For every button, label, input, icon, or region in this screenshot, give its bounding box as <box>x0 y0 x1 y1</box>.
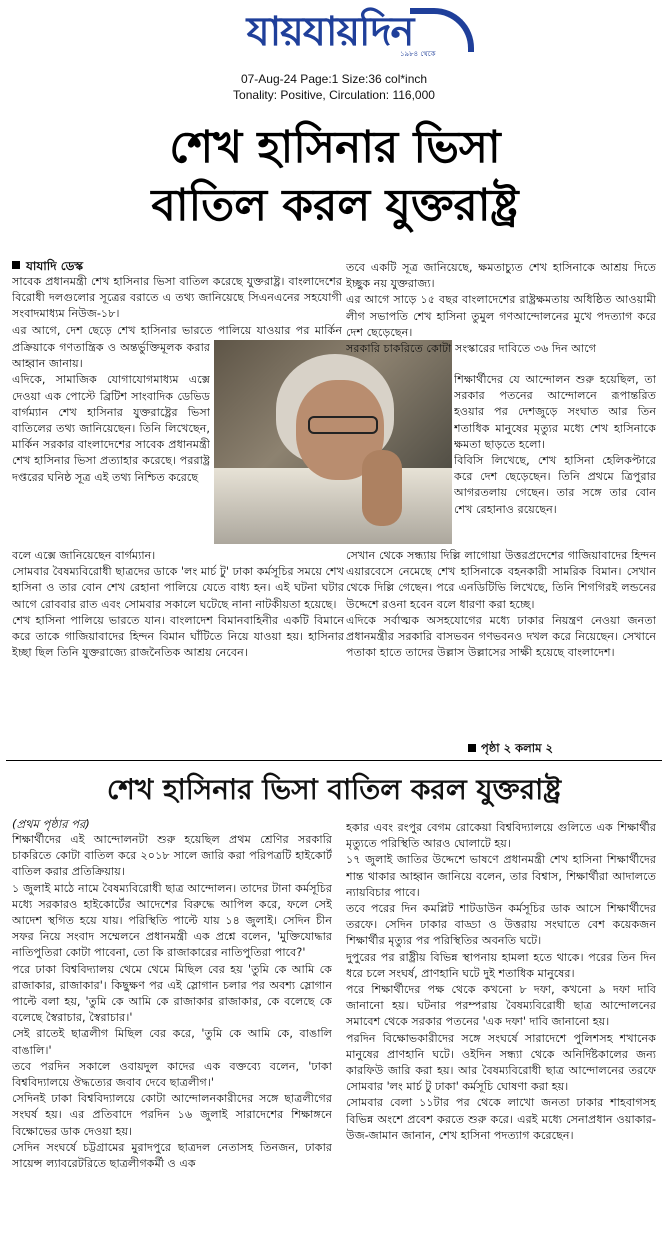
paragraph: তবে পরদিন সকালে ওবায়দুল কাদের এক বক্তব্যে বলেন, 'ঢাকা বিশ্ববিদ্যালয়ে ঔদ্ধত্যের জবাব দেবে ছাত্রলীগ।' <box>12 1059 332 1090</box>
main-headline-line2: বাতিল করল যুক্তরাষ্ট্র <box>151 180 519 231</box>
masthead <box>0 0 668 110</box>
paragraph: পরদিন বিক্ষোভকারীদের সঙ্গে সংঘর্ষে সারাদেশে পুলিশসহ শখানেক মানুষের প্রাণহানি ঘটে। ওইদিন সন্ধ্যা থেকে অনির্দিষ্টকালের জন্য কারফিউ জারি করা হয়। আর বৈষম্যবিরোধী ছাত্র আন্দোলনের তরফে সোমবার 'লং মার্চ টু ঢাকা' কর্মসূচি ঘোষণা করা হয়। <box>346 1031 656 1094</box>
story-right-top <box>346 260 656 372</box>
paragraph: এর আগে সাড়ে ১৫ বছর বাংলাদেশের রাষ্ট্রক্ষমতায় অধিষ্ঠিত আওয়ামী লীগ সভাপতি শেখ হাসিনা তুমুল গণআন্দোলনের মুখে পদত্যাগ করে দেশ ছেড়েছেন। <box>346 293 656 339</box>
story-left-beside-photo <box>12 340 210 548</box>
paragraph: হকার এবং রংপুর বেগম রোকেয়া বিশ্ববিদ্যালয়ে গুলিতে এক শিক্ষার্থীর মৃত্যুতে পরিস্থিতি আরও ঘোলাটে হয়। <box>346 821 656 851</box>
paragraph: ১ জুলাই মাঠে নামে বৈষম্যবিরোধী ছাত্র আন্দোলন। তাদের টানা কর্মসূচির মধ্যে সরকারও হাইকোর্টের আদেশের বিরুদ্ধে আপিল করে, ফলে সেই আদেশ স্থগিত হয়ে যায়। পরিস্থিতি পাল্টে যায় ১৪ জুলাই। সেদিন চীন সফর নিয়ে সংবাদ সম্মেলনে প্রধানমন্ত্রী এক প্রশ্নে বলেন, 'মুক্তিযোদ্ধার নাতিপুতিরা কোটা পাবেনা, তো কি রাজাকারের নাতিপুতিরা পাবে?' <box>12 881 332 960</box>
paragraph: বিবিসি লিখেছে, শেখ হাসিনা হেলিকপ্টারে করে দেশ ছেড়েছেন। তিনি প্রথমে ত্রিপুরার আগরতলায় গেছেন। তার সঙ্গে তার বোন শেখ রেহানাও রয়েছেন। <box>454 454 656 516</box>
continued-jump <box>468 740 553 759</box>
jump-square-icon <box>468 744 476 752</box>
paragraph: ১৭ জুলাই জাতির উদ্দেশে ভাষণে প্রধানমন্ত্রী শেখ হাসিনা শিক্ষার্থীদের শান্ত থাকার আহ্বান জানিয়ে বলেন, তার বিশ্বাস, শিক্ষার্থীরা আদালতে ন্যায়বিচার পাবে। <box>346 853 656 899</box>
paragraph: পরে ঢাকা বিশ্ববিদ্যালয় থেমে থেমে মিছিল বের হয় 'তুমি কে আমি কে রাজাকার, রাজাকার'। কিছুক্ষণ পর এই স্লোগান চলার পর অবশ্য স্লোগান পাল্টে বলা হয়, 'তুমি কে আমি কে রাজাকার রাজাকার, কে বলেছে কে বলেছে স্বৈরাচার, স্বৈরাচার।' <box>12 962 332 1025</box>
paragraph: সাবেক প্রধানমন্ত্রী শেখ হাসিনার ভিসা বাতিল করেছে যুক্তরাষ্ট্র। বাংলাদেশের বিরোধী দলগুলোর সূত্রের বরাতে এ তথ্য জানিয়েছে সিএনএনের সহযোগী সংবাদমাধ্যম নিউজ-১৮। <box>12 275 342 321</box>
paragraph: সেদিনই ঢাকা বিশ্ববিদ্যালয়ে কোটা আন্দোলনকারীদের সঙ্গে ছাত্রলীগের সংঘর্ষ হয়। এর প্রতিবাদে পরদিন ১৬ জুলাই সারাদেশের শিক্ষাঙ্গনে বিক্ষোভের ডাক দেওয়া হয়। <box>12 1092 332 1138</box>
paragraph: তবে পরের দিন কমপ্লিট শাটডাউন কর্মসূচির ডাক আসে শিক্ষার্থীদের তরফে। সেদিন ঢাকার বাড্ডা ও উত্তরায় সংঘাতে বেশ কয়েকজন শিক্ষার্থীর মৃত্যুর পর পরিস্থিতির অবনতি ঘটে। <box>346 902 656 948</box>
newspaper-logo: যায়যায়দিন <box>246 9 414 55</box>
paragraph: তবে একটি সূত্র জানিয়েছে, ক্ষমতাচ্যুত শেখ হাসিনাকে আশ্রয় দিতে ইচ্ছুক নয় যুক্তরাজ্য। <box>346 261 656 291</box>
main-headline-line1: শেখ হাসিনার ভিসা <box>169 122 501 173</box>
clipping-meta-page: 07-Aug-24 Page:1 Size:36 col*inch <box>240 72 428 86</box>
paragraph: সেই রাতেই ছাত্রলীগ মিছিল বের করে, 'তুমি কে আমি কে, বাঙালি বাঙালি।' <box>12 1027 332 1057</box>
photo-hand <box>362 450 402 526</box>
logo-since-text: ১৯৮৪ থেকে <box>400 50 436 58</box>
paragraph: এদিকে, সামাজিক যোগাযোগমাধ্যম এক্সে দেওয়া এক পোস্টে ব্রিটিশ সাংবাদিক ডেভিড বার্গম্যান শেখ হাসিনার যুক্তরাষ্ট্রের ভিসা বাতিলের তথ্য জানিয়েছেন। তিনি লিখেছেন, মার্কিন সরকার বাংলাদেশের সাবেক প্রধানমন্ত্রী শেখ হাসিনার ভিসা প্রত্যাহার করেছে। পররাষ্ট্র দপ্তরের ঘনিষ্ঠ সূত্র এই তথ্য নিশ্চিত করেছে <box>12 373 210 484</box>
paragraph: বলে এক্সে জানিয়েছেন বার্গম্যান। <box>12 549 156 562</box>
clipping-meta-tonality: Tonality: Positive, Circulation: 116,000 <box>233 88 435 102</box>
paragraph: শিক্ষার্থীদের এই আন্দোলনটা শুরু হয়েছিল প্রথম শ্রেণির সরকারি চাকরিতে কোটা বাতিল করে ২০১৮ সালে জারি করা পরিপত্রটি হাইকোর্ট বাতিল করার প্রতিক্রিয়ায়। <box>12 833 332 879</box>
story-left-bottom <box>12 548 344 758</box>
paragraph: এর আগে, দেশ ছেড়ে শেখ হাসিনার ভারতে পালিয়ে যাওয়ার পর মার্কিন <box>12 323 342 337</box>
continued-text: পৃষ্ঠা ২ কলাম ২ <box>481 741 553 755</box>
story-right-beside-photo <box>454 372 656 548</box>
story-right-bottom <box>346 548 656 738</box>
from-page-note: (প্রথম পৃষ্ঠার পর) <box>12 817 90 831</box>
continuation-left-column <box>12 832 332 1232</box>
paragraph: শিক্ষার্থীদের যে আন্দোলন শুরু হয়েছিল, তা সরকার পতনের আন্দোলনে রূপান্তরিত হওয়ার পর দেশজুড়ে সংঘাত আর তিন শতাধিক মানুষের মৃত্যুর মধ্যে শেখ হাসিনাকে ক্ষমতা ছাড়তে হলো। <box>454 373 656 451</box>
paragraph: প্রক্রিয়াকে গণতান্ত্রিক ও অন্তর্ভুক্তিমূলক করার আহ্বান জানায়। <box>12 341 210 371</box>
paragraph: সরকারি চাকরিতে কোটা সংস্কারের দাবিতে ৩৬ দিন আগে <box>346 342 597 356</box>
byline-square-icon <box>12 261 20 269</box>
paragraph: সোমবার বেলা ১১টার পর থেকে লাখো জনতা ঢাকার শাহবাগসহ বিভিন্ন অংশে প্রবেশ করতে শুরু করে। এরই মধ্যে সেনাপ্রধান ওয়াকার-উজ-জামান জানান, শেখ হাসিনা পদত্যাগ করেছেন। <box>346 1096 656 1142</box>
paragraph: শেখ হাসিনা পালিয়ে ভারতে যান। বাংলাদেশ বিমানবাহিনীর একটি বিমানে করে তাকে গাজিয়াবাদের হিন্দন বিমান ঘাঁটিতে নিয়ে যাওয়া হয়। হাসিনার ইচ্ছা ছিল তিনি যুক্তরাজ্যে রাজনৈতিক আশ্রয় নেবেন। <box>12 613 344 660</box>
paragraph: এদিকে সর্বাত্মক অসহযোগের মধ্যে ঢাকার নিয়ন্ত্রণ নেওয়া জনতা প্রধানমন্ত্রীর সরকারি বাসভবন গণভবনও দখল করে নিয়েছেন। সেখানে পতাকা হাতে তাদের উল্লাস উল্লাসের সাক্ষী হয়েছে বাংলাদেশ। <box>346 613 656 660</box>
continuation-headline: শেখ হাসিনার ভিসা বাতিল করল যুক্তরাষ্ট্র <box>106 773 562 806</box>
paragraph: সেখান থেকে সন্ধ্যায় দিল্লি লাগোয়া উত্তরপ্রদেশের গাজিয়াবাদের হিন্দন এয়ারবেসে নেমেছে শেখ হাসিনাকে বহনকারী সামরিক বিমান। সেখান থেকে দিল্লি গেছেন। পরে এনডিটিভি লিখেছে, তিনি শিগগিরই লন্ডনের উদ্দেশে রওনা হবেন বলে ধারণা করা হচ্ছে। <box>346 549 656 611</box>
paragraph: সেদিন সংঘর্ষে চট্টগ্রামের মুরাদপুরে ছাত্রদল নেতাসহ তিনজন, ঢাকার সায়েন্স ল্যাবরেটরিতে ছাত্রলীগকর্মী ও এক <box>12 1140 332 1171</box>
story-left-top <box>12 274 342 340</box>
continuation-right-column <box>346 820 656 1232</box>
paragraph: পরে শিক্ষার্থীদের পক্ষ থেকে কখনো ৮ দফা, কখনো ৯ দফা দাবি জানানো হয়। ঘটনার পরম্পরায় বৈষম্যবিরোধী ছাত্র আন্দোলনের সমাবেশ থেকে সরকার পতনের 'এক দফা' দাবি জানানো হয়। <box>346 983 656 1029</box>
paragraph: সোমবার বৈষম্যবিরোধী ছাত্রদের ডাকে 'লং মার্চ টু' ঢাকা কর্মসূচির সময়ে শেখ হাসিনা ও তার বোন শেখ রেহানা পালিয়ে যেতে বাধ্য হন। এই ঘটনা ঘটার আগে রোববার রাত এবং সোমবার সকালে ঘটেছে নানা নাটকীয়তা হয়েছে। <box>12 565 344 611</box>
paragraph: দুপুরের পর রাষ্ট্রীয় বিভিন্ন স্থাপনায় হামলা হতে থাকে। পরের তিন দিন ধরে চলে সংঘর্ষ, প্রাণহানি ঘটে দুই শতাধিক মানুষের। <box>346 950 656 980</box>
section-divider <box>6 760 662 761</box>
byline-text: যাযাদি ডেস্ক <box>26 259 84 273</box>
photo-glasses-icon <box>308 416 378 434</box>
